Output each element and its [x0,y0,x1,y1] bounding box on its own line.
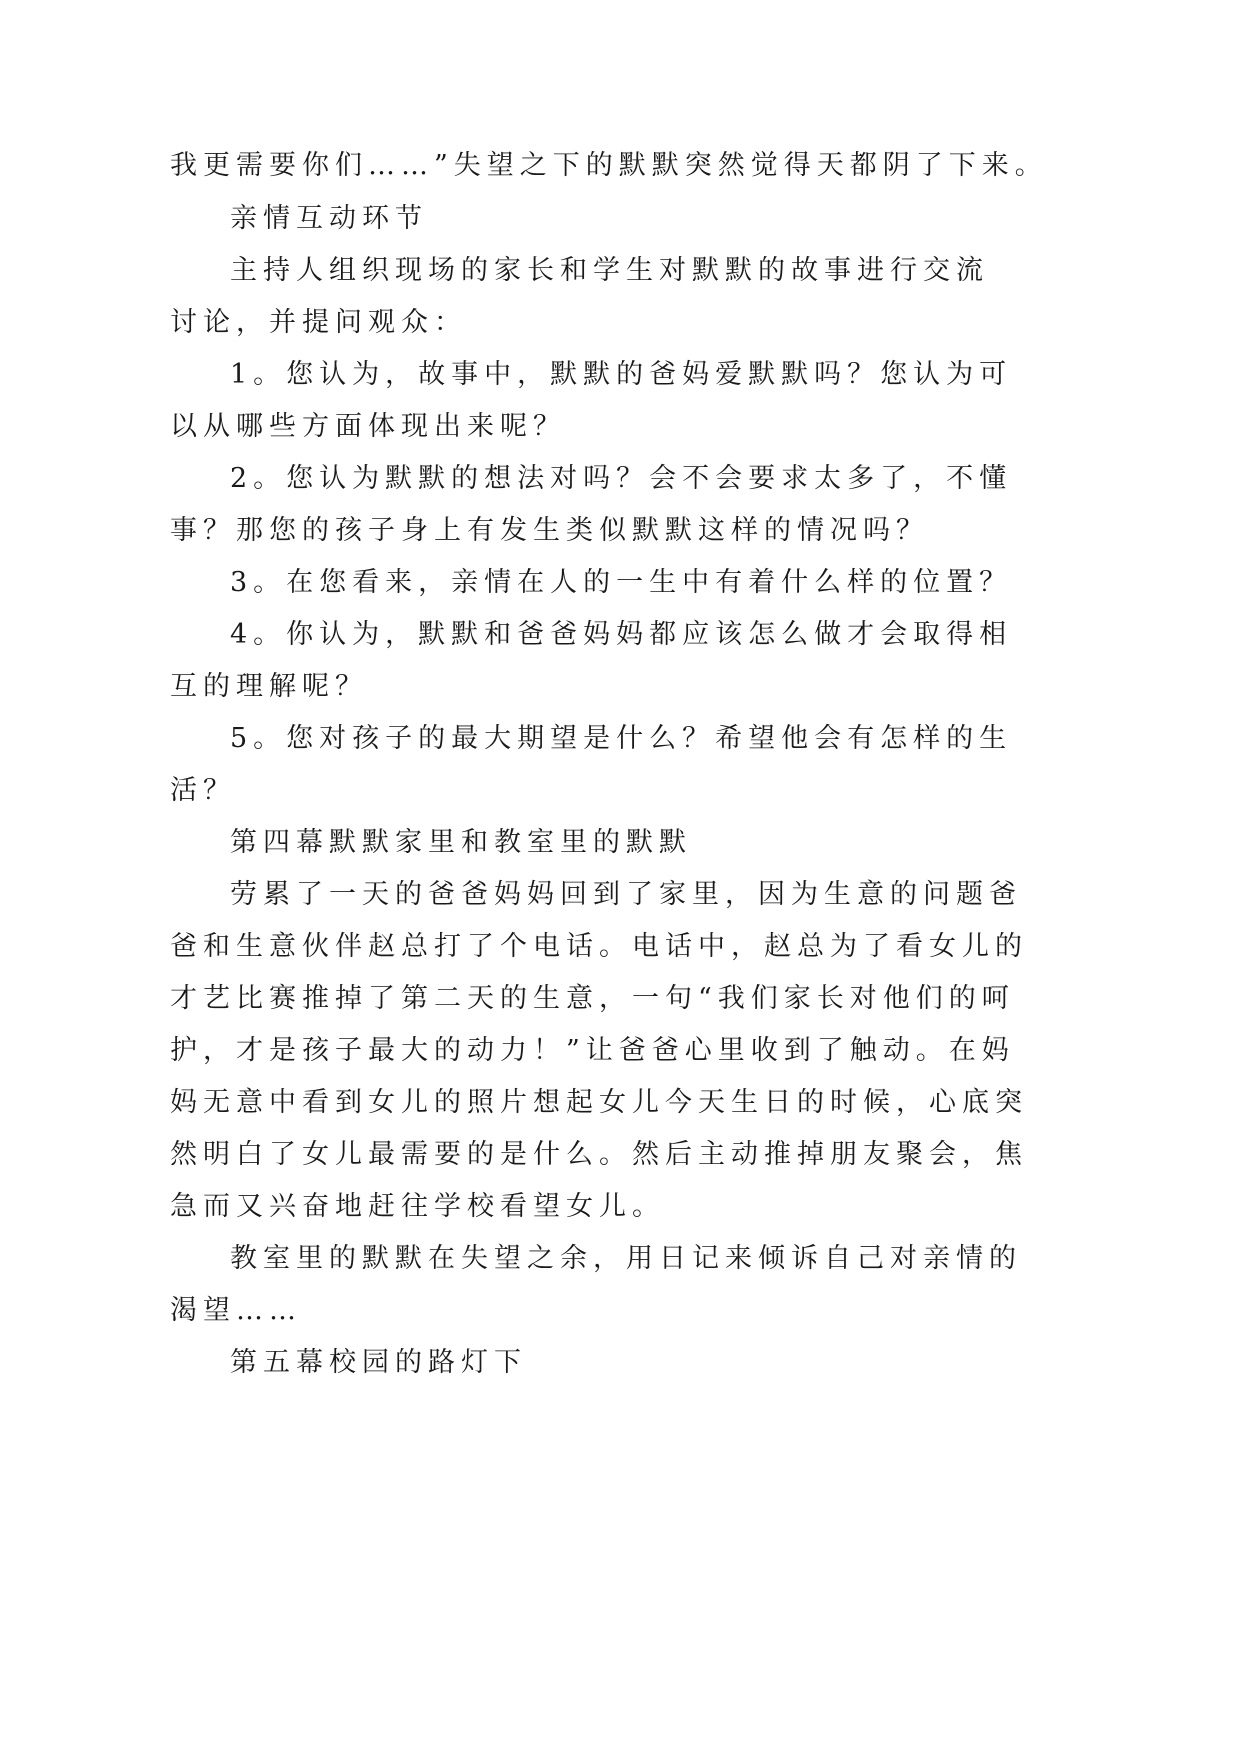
text-line-1: 我更需要你们……”失望之下的默默突然觉得天都阴了下来。 [170,150,1048,181]
question-1-line-1: 1。您认为，故事中，默默的爸妈爱默默吗？您认为可 [230,359,1013,390]
question-2-line-1: 2。您认为默默的想法对吗？会不会要求太多了，不懂 [230,463,1013,494]
act-four-para-1-line-6: 然明白了女儿最需要的是什么。然后主动推掉朋友聚会，焦 [170,1139,1028,1170]
question-5-line-2: 活？ [170,775,236,806]
question-2-line-2: 事？那您的孩子身上有发生类似默默这样的情况吗？ [170,515,929,546]
section-heading-act-five: 第五幕校园的路灯下 [230,1347,527,1378]
question-4-line-1: 4。你认为，默默和爸爸妈妈都应该怎么做才会取得相 [230,619,1013,650]
question-3-line-1: 3。在您看来，亲情在人的一生中有着什么样的位置？ [230,567,1013,598]
question-4-line-2: 互的理解呢？ [170,671,368,702]
question-5-line-1: 5。您对孩子的最大期望是什么？希望他会有怎样的生 [230,723,1013,754]
act-four-para-1-line-3: 才艺比赛推掉了第二天的生意，一句“我们家长对他们的呵 [170,983,1015,1014]
act-four-para-1-line-1: 劳累了一天的爸爸妈妈回到了家里，因为生意的问题爸 [230,879,1022,910]
section-heading-act-four: 第四幕默默家里和教室里的默默 [230,827,692,858]
act-four-para-1-line-7: 急而又兴奋地赶往学校看望女儿。 [170,1191,665,1222]
text-line-3: 主持人组织现场的家长和学生对默默的故事进行交流 [230,255,989,286]
question-1-line-2: 以从哪些方面体现出来呢？ [170,411,566,442]
text-line-4: 讨论，并提问观众： [170,307,467,338]
act-four-para-1-line-2: 爸和生意伙伴赵总打了个电话。电话中，赵总为了看女儿的 [170,931,1028,962]
act-four-para-1-line-5: 妈无意中看到女儿的照片想起女儿今天生日的时候，心底突 [170,1087,1028,1118]
act-four-para-2-line-1: 教室里的默默在失望之余，用日记来倾诉自己对亲情的 [230,1243,1022,1274]
section-heading-interaction: 亲情互动环节 [230,203,428,234]
act-four-para-2-line-2: 渴望…… [170,1295,302,1326]
act-four-para-1-line-4: 护，才是孩子最大的动力！”让爸爸心里收到了触动。在妈 [170,1035,1015,1066]
